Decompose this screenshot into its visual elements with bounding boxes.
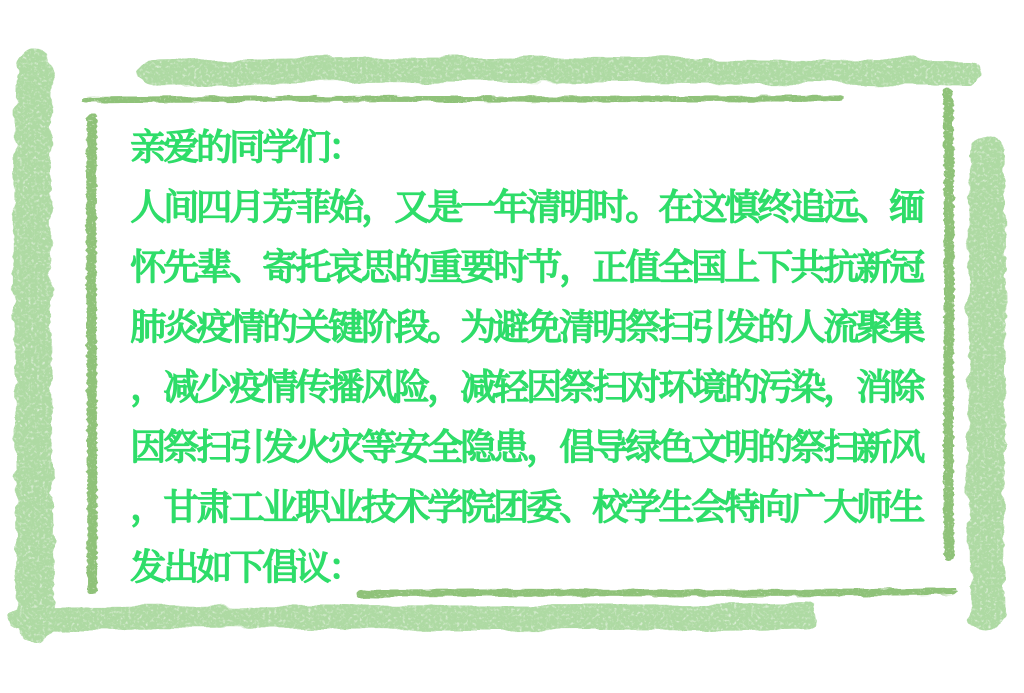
frame-outer-left — [32, 68, 36, 624]
frame-inner-top — [85, 98, 840, 100]
body-line-3: 肺炎疫情的关键阶段。为避免清明祭扫引发的人流聚集 — [130, 307, 923, 348]
frame-outer-right — [986, 154, 987, 614]
body-line-4: ，减少疫情传播风险，减轻因祭扫对环境的污染，消除 — [130, 367, 923, 408]
frame-outer-bottom — [20, 616, 806, 618]
body-line-1: 人间四月芳菲始，又是一年清明时。在这慎终追远、缅 — [130, 187, 923, 228]
body-line-2: 怀先辈、寄托哀思的重要时节，正值全国上下共抗新冠 — [130, 247, 923, 288]
body-line-6: ，甘肃工业职业技术学院团委、校学生会特向广大师生 — [130, 487, 923, 528]
frame-outer-top — [152, 70, 970, 73]
frame-inner-left — [91, 118, 92, 590]
frame-inner-right — [948, 92, 949, 556]
body-line-7: 发出如下倡议： — [130, 547, 362, 588]
notice-body — [130, 118, 930, 598]
body-line-5: 因祭扫引发火灾等安全隐患，倡导绿色文明的祭扫新风 — [130, 427, 923, 468]
salutation-line: 亲爱的同学们： — [130, 127, 362, 168]
